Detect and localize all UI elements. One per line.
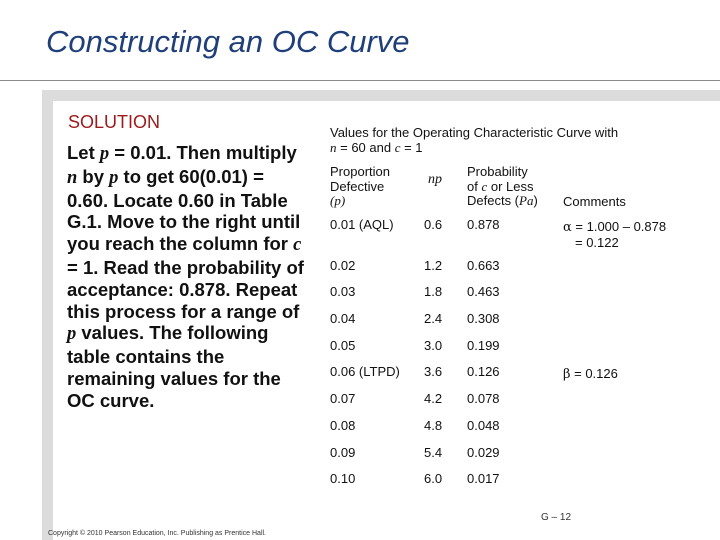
decorative-band-top <box>42 90 720 101</box>
table-cell-pa: 0.048 <box>467 418 500 433</box>
table-cell-p: 0.07 <box>330 391 356 406</box>
table-cell-p: 0.09 <box>330 445 356 460</box>
table-cell-p: 0.02 <box>330 258 356 273</box>
title-divider <box>0 80 720 81</box>
copyright-notice: Copyright © 2010 Pearson Education, Inc. Publishing as Prentice Hall. <box>48 530 267 537</box>
table-cell-pa: 0.199 <box>467 338 500 353</box>
table-cell-np: 5.4 <box>424 445 443 460</box>
header-proportion: Proportion Defective (p) <box>330 164 390 208</box>
table-cell-pa: 0.126 <box>467 364 500 379</box>
header-probability: Probability of c or Less Defects (Pa) <box>467 164 538 208</box>
solution-heading: SOLUTION <box>68 112 161 132</box>
table-cell-pa: 0.308 <box>467 311 500 326</box>
header-comments: Comments <box>563 194 626 209</box>
table-cell-pa: 0.663 <box>467 258 500 273</box>
header-np: np <box>428 172 442 187</box>
table-cell-p: 0.10 <box>330 471 356 486</box>
table-cell-np: 0.6 <box>424 217 443 232</box>
table-cell-p: 0.05 <box>330 338 356 353</box>
table-cell-pa: 0.078 <box>467 391 500 406</box>
table-cell-p: 0.03 <box>330 284 356 299</box>
table-cell-p: 0.06 (LTPD) <box>330 364 400 379</box>
table-cell-np: 4.2 <box>424 391 443 406</box>
table-cell-pa: 0.878 <box>467 217 500 232</box>
beta-comment: β = 0.126 <box>563 366 618 382</box>
table-cell-np: 1.8 <box>424 284 443 299</box>
table-cell-pa: 0.029 <box>467 445 500 460</box>
alpha-comment: α = 1.000 – 0.878 = 0.122 <box>563 219 667 250</box>
table-cell-np: 4.8 <box>424 418 443 433</box>
slide-title: Constructing an OC Curve <box>46 24 410 59</box>
solution-text: Let p = 0.01. Then multiply n by p to get 60(0.01) = 0.60. Locate 0.60 in Table G.1. Move to the right until you reach the column for c = 1. Read the probability of acceptance: 0.878. Repeat this process for a range of p values. The following table contains the remaining values for the OC curve. <box>67 142 304 411</box>
table-cell-np: 1.2 <box>424 258 443 273</box>
table-caption: Values for the Operating Characteristic Curve with n = 60 and c = 1 <box>330 125 619 155</box>
table-cell-p: 0.08 <box>330 418 356 433</box>
table-cell-np: 2.4 <box>424 311 443 326</box>
table-cell-np: 3.0 <box>424 338 443 353</box>
decorative-band-left <box>42 90 53 540</box>
page-number: G – 12 <box>541 512 572 523</box>
table-cell-pa: 0.463 <box>467 284 500 299</box>
table-cell-np: 3.6 <box>424 364 443 379</box>
table-cell-pa: 0.017 <box>467 471 500 486</box>
table-cell-p: 0.04 <box>330 311 356 326</box>
table-cell-p: 0.01 (AQL) <box>330 217 394 232</box>
table-cell-np: 6.0 <box>424 471 443 486</box>
